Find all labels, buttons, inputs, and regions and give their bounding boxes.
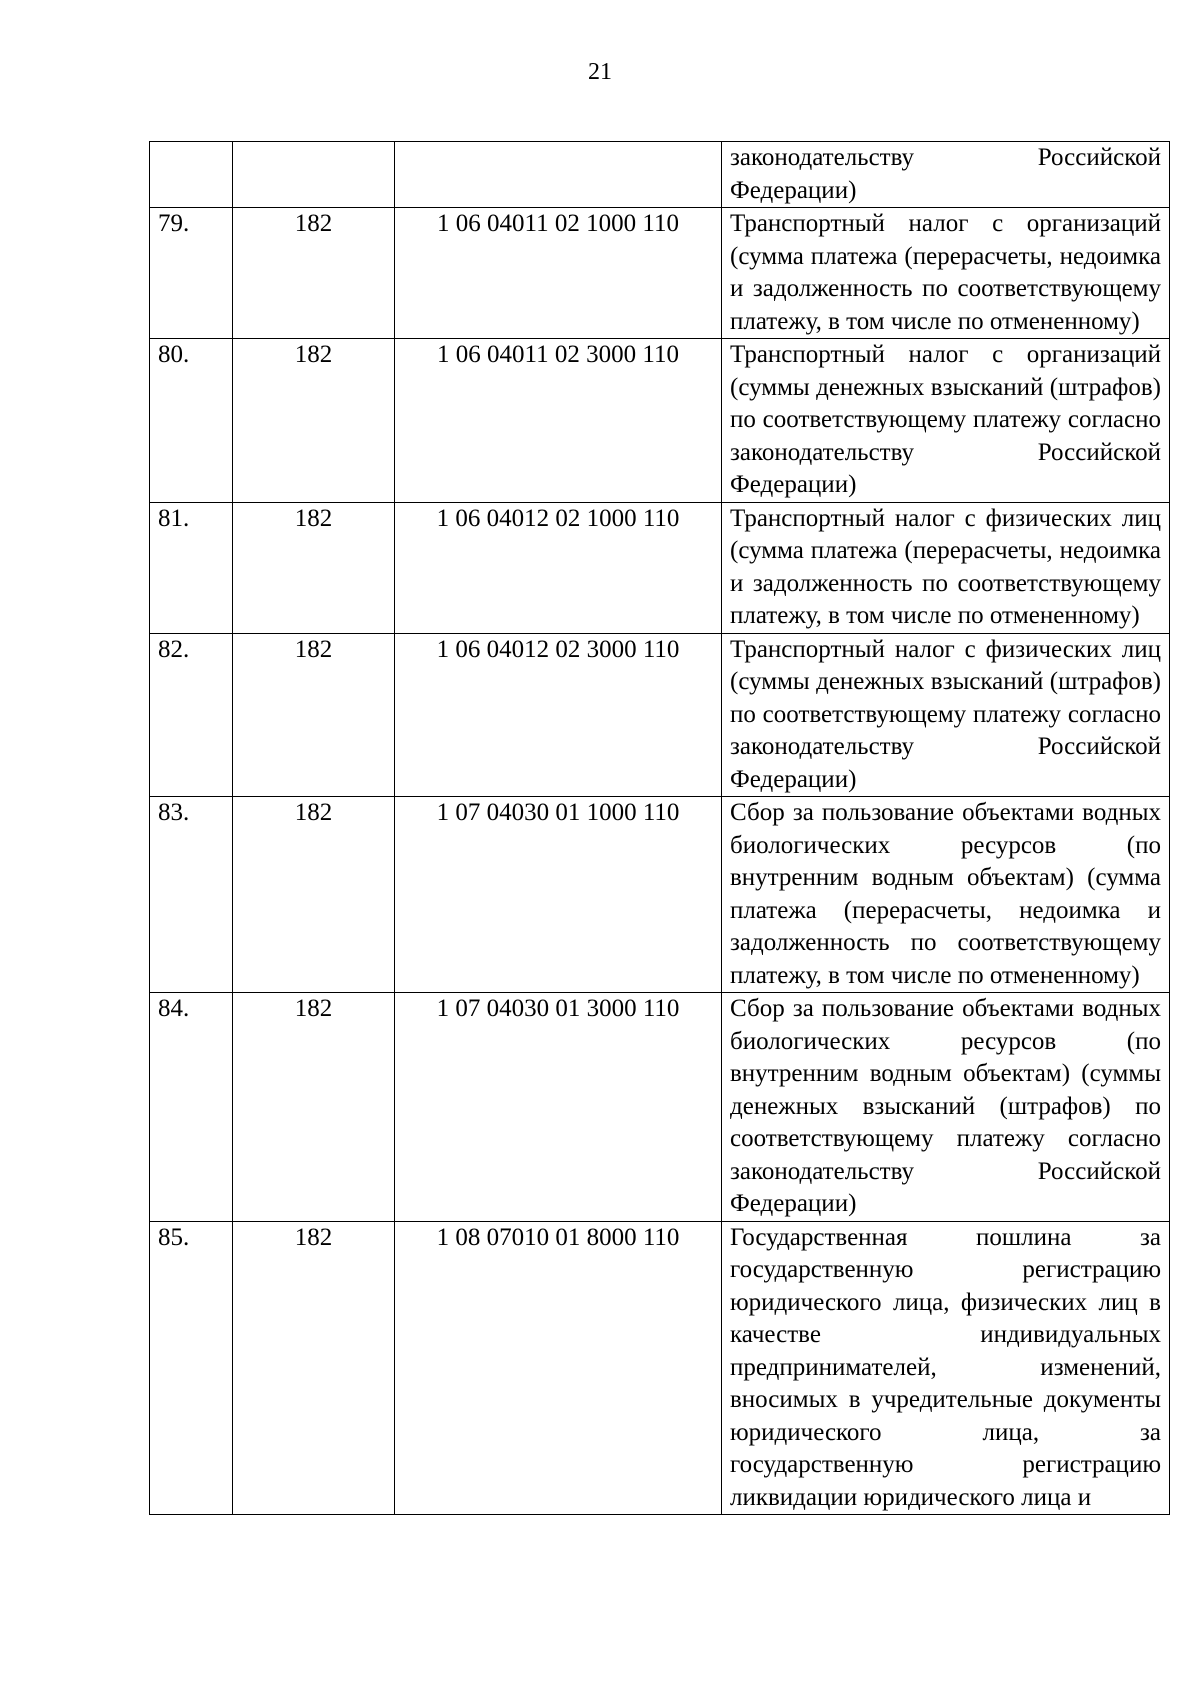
administrator-code-cell: 182 <box>233 1221 395 1515</box>
table-row <box>150 1221 1170 1515</box>
row-number-cell: 84. <box>150 993 233 1222</box>
administrator-code-cell: 182 <box>233 502 395 633</box>
table-row <box>150 797 1170 993</box>
row-number-cell: 85. <box>150 1221 233 1515</box>
kbk-code-cell: 1 08 07010 01 8000 110 <box>395 1221 722 1515</box>
row-number-cell: 81. <box>150 502 233 633</box>
administrator-code-cell: 182 <box>233 993 395 1222</box>
row-number-cell: 82. <box>150 633 233 797</box>
description-cell: Сбор за пользование объектами водных биологических ресурсов (по внутренним водным объектам) (суммы денежных взысканий (штрафов) по соответствующему платежу согласно законодательству Российской Федерации) <box>722 993 1170 1222</box>
description-cell: Государственная пошлина за государственную регистрацию юридического лица, физических лиц в качестве индивидуальных предпринимателей, изменений, вносимых в учредительные документы юридического лица, за государственную регистрацию ликвидации юридического лица и <box>722 1221 1170 1515</box>
row-number-cell: 79. <box>150 208 233 339</box>
description-cell: законодательству Российской Федерации) <box>722 142 1170 208</box>
budget-classification-table <box>149 141 1170 1515</box>
table-row <box>150 502 1170 633</box>
table-row-continuation <box>150 142 1170 208</box>
table-row <box>150 993 1170 1222</box>
description-cell: Транспортный налог с организаций (сумма платежа (перерасчеты, недоимка и задолженность по соответствующему платежу, в том числе по отмененному) <box>722 208 1170 339</box>
kbk-code-cell: 1 07 04030 01 3000 110 <box>395 993 722 1222</box>
table-row <box>150 633 1170 797</box>
row-number-cell <box>150 142 233 208</box>
administrator-code-cell <box>233 142 395 208</box>
kbk-code-cell: 1 06 04011 02 3000 110 <box>395 339 722 503</box>
administrator-code-cell: 182 <box>233 797 395 993</box>
description-cell: Сбор за пользование объектами водных биологических ресурсов (по внутренним водным объектам) (сумма платежа (перерасчеты, недоимка и задолженность по соответствующему платежу, в том числе по отмененному) <box>722 797 1170 993</box>
kbk-code-cell <box>395 142 722 208</box>
row-number-cell: 83. <box>150 797 233 993</box>
description-cell: Транспортный налог с организаций (суммы денежных взысканий (штрафов) по соответствующему платежу согласно законодательству Российской Федерации) <box>722 339 1170 503</box>
administrator-code-cell: 182 <box>233 633 395 797</box>
administrator-code-cell: 182 <box>233 339 395 503</box>
administrator-code-cell: 182 <box>233 208 395 339</box>
row-number-cell: 80. <box>150 339 233 503</box>
kbk-code-cell: 1 06 04012 02 1000 110 <box>395 502 722 633</box>
kbk-code-cell: 1 06 04012 02 3000 110 <box>395 633 722 797</box>
description-cell: Транспортный налог с физических лиц (сумма платежа (перерасчеты, недоимка и задолженность по соответствующему платежу, в том числе по отмененному) <box>722 502 1170 633</box>
table-row <box>150 208 1170 339</box>
kbk-code-cell: 1 06 04011 02 1000 110 <box>395 208 722 339</box>
kbk-code-cell: 1 07 04030 01 1000 110 <box>395 797 722 993</box>
page-number: 21 <box>588 59 612 85</box>
description-cell: Транспортный налог с физических лиц (суммы денежных взысканий (штрафов) по соответствующему платежу согласно законодательству Российской Федерации) <box>722 633 1170 797</box>
table-row <box>150 339 1170 503</box>
